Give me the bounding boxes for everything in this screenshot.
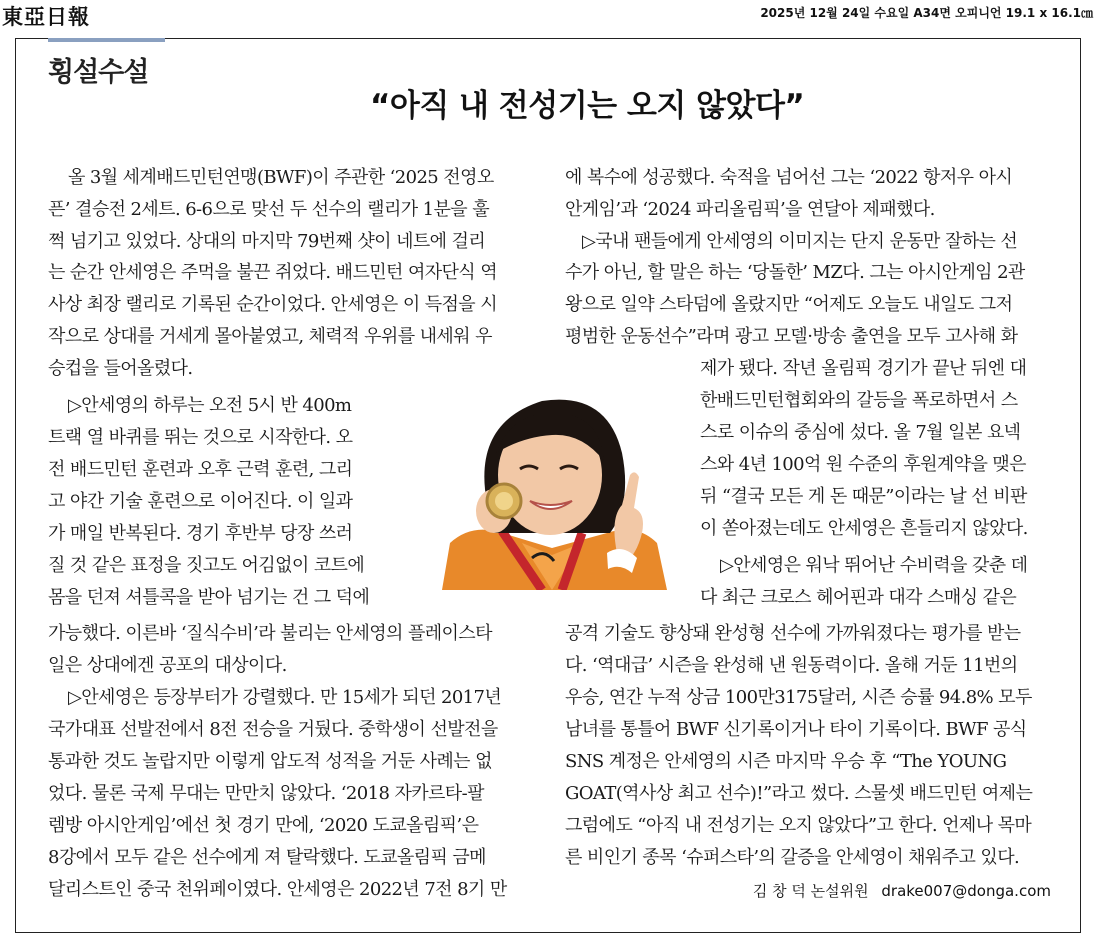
body-line: 른 비인기 종목 ‘슈퍼스타’의 갈증을 안세영이 채워주고 있다. bbox=[565, 847, 1020, 868]
body-line: 공격 기술도 향상돼 완성형 선수에 가까워졌다는 평가를 받는 bbox=[565, 623, 1021, 644]
body-line: 가 매일 반복된다. 경기 후반부 당장 쓰러 bbox=[48, 523, 353, 544]
body-line: 남녀를 통틀어 BWF 신기록이거나 타이 기록이다. BWF 공식 bbox=[565, 719, 1027, 740]
body-line: 올 3월 세계배드민턴연맹(BWF)이 주관한 ‘2025 전영오 bbox=[68, 167, 494, 188]
body-line: 우승, 연간 누적 상금 100만3175달러, 시즌 승률 94.8% 모두 bbox=[565, 687, 1032, 708]
body-line: 에 복수에 성공했다. 숙적을 넘어선 그는 ‘2022 항저우 아시 bbox=[565, 167, 1013, 188]
body-line: 뒤 “결국 모든 게 돈 때문”이라는 날 선 비판 bbox=[700, 486, 1027, 507]
publication-info: 2025년 12월 24일 수요일 A34면 오피니언 19.1 x 16.1㎝ bbox=[760, 6, 1093, 20]
body-line: 었다. 물론 국제 무대는 만만치 않았다. ‘2018 자카르타-팔 bbox=[48, 783, 484, 804]
body-line: 평범한 운동선수”라며 광고 모델·방송 출연을 모두 고사해 화 bbox=[565, 326, 1018, 347]
body-line: ▷안세영은 워낙 뛰어난 수비력을 갖춘 데 bbox=[720, 555, 1028, 576]
body-line: 승컵을 들어올렸다. bbox=[48, 358, 193, 379]
body-line: ▷안세영은 등장부터가 강렬했다. 만 15세가 되던 2017년 bbox=[68, 687, 502, 708]
body-line: 이 쏟아졌는데도 안세영은 흔들리지 않았다. bbox=[700, 518, 1028, 539]
body-line: 렘방 아시안게임’에선 첫 경기 만에, ‘2020 도쿄올림픽’은 bbox=[48, 815, 479, 836]
body-line: 스로 이슈의 중심에 섰다. 올 7월 일본 요넥 bbox=[700, 422, 1021, 443]
body-line: 픈’ 결승전 2세트. 6-6으로 맞선 두 선수의 랠리가 1분을 훌 bbox=[48, 199, 489, 220]
body-line: 질 것 같은 표정을 짓고도 어김없이 코트에 bbox=[48, 555, 365, 576]
body-line: 일은 상대에겐 공포의 대상이다. bbox=[48, 655, 287, 676]
body-line: 다 최근 크로스 헤어핀과 대각 스매싱 같은 bbox=[700, 587, 1017, 608]
body-line: 국가대표 선발전에서 8전 전승을 거뒀다. 중학생이 선발전을 bbox=[48, 719, 498, 740]
byline-email: drake007@donga.com bbox=[881, 882, 1051, 900]
section-accent-bar bbox=[48, 38, 165, 42]
body-line: 통과한 것도 놀랍지만 이렇게 압도적 성적을 거둔 사례는 없 bbox=[48, 751, 492, 772]
column-section-name: 횡설수설 bbox=[48, 57, 149, 88]
body-line: 전 배드민턴 훈련과 오후 근력 훈련, 그리 bbox=[48, 459, 353, 480]
body-line: 제가 됐다. 작년 올림픽 경기가 끝난 뒤엔 대 bbox=[700, 358, 1027, 379]
body-line: 달리스트인 중국 천위페이였다. 안세영은 2022년 7전 8기 만 bbox=[48, 879, 507, 900]
body-line: 쩍 넘기고 있었다. 상대의 마지막 79번째 샷이 네트에 걸리 bbox=[48, 231, 486, 252]
body-line: 안게임’과 ‘2024 파리올림픽’을 연달아 제패했다. bbox=[565, 199, 935, 220]
body-line: GOAT(역사상 최고 선수)!”라고 썼다. 스물셋 배드민턴 여제는 bbox=[565, 783, 1033, 804]
player-photo bbox=[432, 383, 674, 590]
newspaper-logo: 東亞日報 bbox=[2, 4, 90, 29]
body-line: 8강에서 모두 같은 선수에게 져 탈락했다. 도쿄올림픽 금메 bbox=[48, 847, 486, 868]
body-line: 몸을 던져 셔틀콕을 받아 넘기는 건 그 덕에 bbox=[48, 587, 370, 608]
body-line: SNS 계정은 안세영의 시즌 마지막 우승 후 “The YOUNG bbox=[565, 751, 1007, 772]
body-line: 트랙 열 바퀴를 뛰는 것으로 시작한다. 오 bbox=[48, 427, 353, 448]
body-line: ▷국내 팬들에게 안세영의 이미지는 단지 운동만 잘하는 선 bbox=[582, 231, 1018, 252]
body-line: 왕으로 일약 스타덤에 올랐지만 “어제도 오늘도 내일도 그저 bbox=[565, 294, 1013, 315]
body-line: 작으로 상대를 거세게 몰아붙였고, 체력적 우위를 내세워 우 bbox=[48, 326, 492, 347]
article-headline: “아직 내 전성기는 오지 않았다” bbox=[370, 88, 805, 124]
byline bbox=[753, 880, 1051, 901]
body-line: ▷안세영의 하루는 오전 5시 반 400m bbox=[68, 395, 352, 416]
body-line: 는 순간 안세영은 주먹을 불끈 쥐었다. 배드민턴 여자단식 역 bbox=[48, 262, 498, 283]
body-line: 그럼에도 “아직 내 전성기는 오지 않았다”고 한다. 언제나 목마 bbox=[565, 815, 1032, 836]
body-line: 스와 4년 100억 원 수준의 후원계약을 맺은 bbox=[700, 454, 1026, 475]
byline-author: 김 창 덕 논설위원 bbox=[752, 882, 869, 900]
portrait-photo-with-medal-icon bbox=[432, 383, 674, 590]
body-line: 사상 최장 랠리로 기록된 순간이었다. 안세영은 이 득점을 시 bbox=[48, 294, 498, 315]
body-line: 수가 아닌, 할 말은 하는 ‘당돌한’ MZ다. 그는 아시안게임 2관 bbox=[565, 262, 1025, 283]
body-line: 한배드민턴협회와의 갈등을 폭로하면서 스 bbox=[700, 390, 1018, 411]
body-line: 다. ‘역대급’ 시즌을 완성해 낸 원동력이다. 올해 거둔 11번의 bbox=[565, 655, 1018, 676]
body-line: 고 야간 기술 훈련으로 이어진다. 이 일과 bbox=[48, 491, 353, 512]
masthead bbox=[0, 0, 1097, 28]
body-line: 가능했다. 이른바 ‘질식수비’라 불리는 안세영의 플레이스타 bbox=[48, 623, 492, 644]
